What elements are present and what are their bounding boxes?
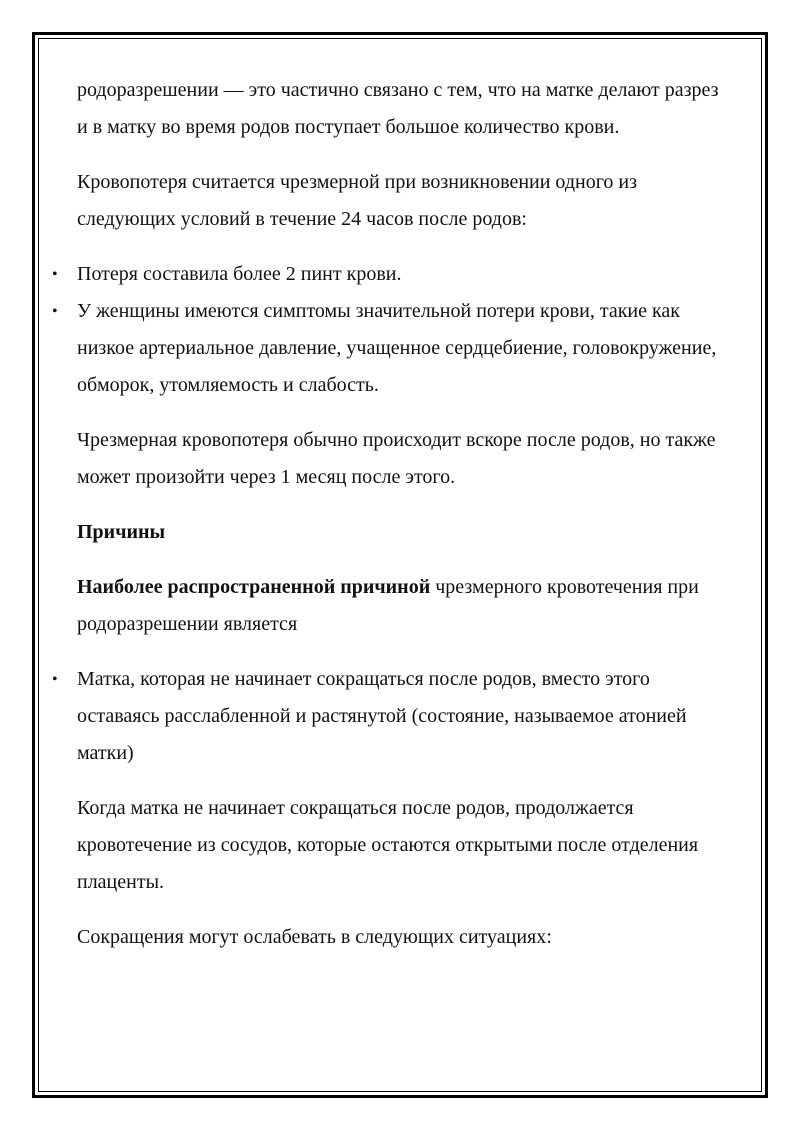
paragraph-blood-loss-definition: Кровопотеря считается чрезмерной при возникновении одного из следующих условий в течение 24 часов после родов: bbox=[77, 171, 638, 230]
list-blood-loss-conditions bbox=[52, 256, 727, 404]
paragraph-main-cause bbox=[77, 569, 727, 643]
list-item bbox=[52, 293, 727, 404]
list-item-text: Потеря составила более 2 пинт крови. bbox=[77, 263, 402, 285]
paragraph-contraction-explanation: Когда матка не начинает сокращаться после родов, продолжается кровотечение из сосудов, которые остаются открытыми после отделения плаценты. bbox=[77, 797, 699, 893]
section-heading-causes: Причины bbox=[77, 521, 166, 543]
paragraph-timing: Чрезмерная кровопотеря обычно происходит вскоре после родов, но также может произойти через 1 месяц после этого. bbox=[77, 429, 716, 488]
paragraph-weak-contractions: Сокращения могут ослабевать в следующих ситуациях: bbox=[77, 926, 552, 948]
bullet-icon: • bbox=[52, 266, 58, 283]
list-causes bbox=[52, 661, 727, 772]
list-item bbox=[52, 661, 727, 772]
list-item-text: Матка, которая не начинает сокращаться после родов, вместо этого оставаясь расслабленной и растянутой (состояние, называемое атонией матки) bbox=[77, 668, 687, 764]
list-item-text: У женщины имеются симптомы значительной потери крови, такие как низкое артериальное давление, учащенное сердцебиение, головокружение, обморок, утомляемость и слабость. bbox=[77, 300, 717, 396]
bullet-icon: • bbox=[52, 671, 58, 688]
bullet-icon: • bbox=[52, 303, 58, 320]
list-item bbox=[52, 256, 727, 293]
document-body bbox=[52, 72, 727, 956]
bold-phrase: Наиболее распространенной причиной bbox=[77, 576, 431, 598]
paragraph-intro-continuation: родоразрешении — это частично связано с тем, что на матке делают разрез и в матку во время родов поступает большое количество крови. bbox=[77, 79, 719, 138]
paragraph-text: чрезмерного кровотечения при родоразрешении является bbox=[77, 576, 699, 635]
